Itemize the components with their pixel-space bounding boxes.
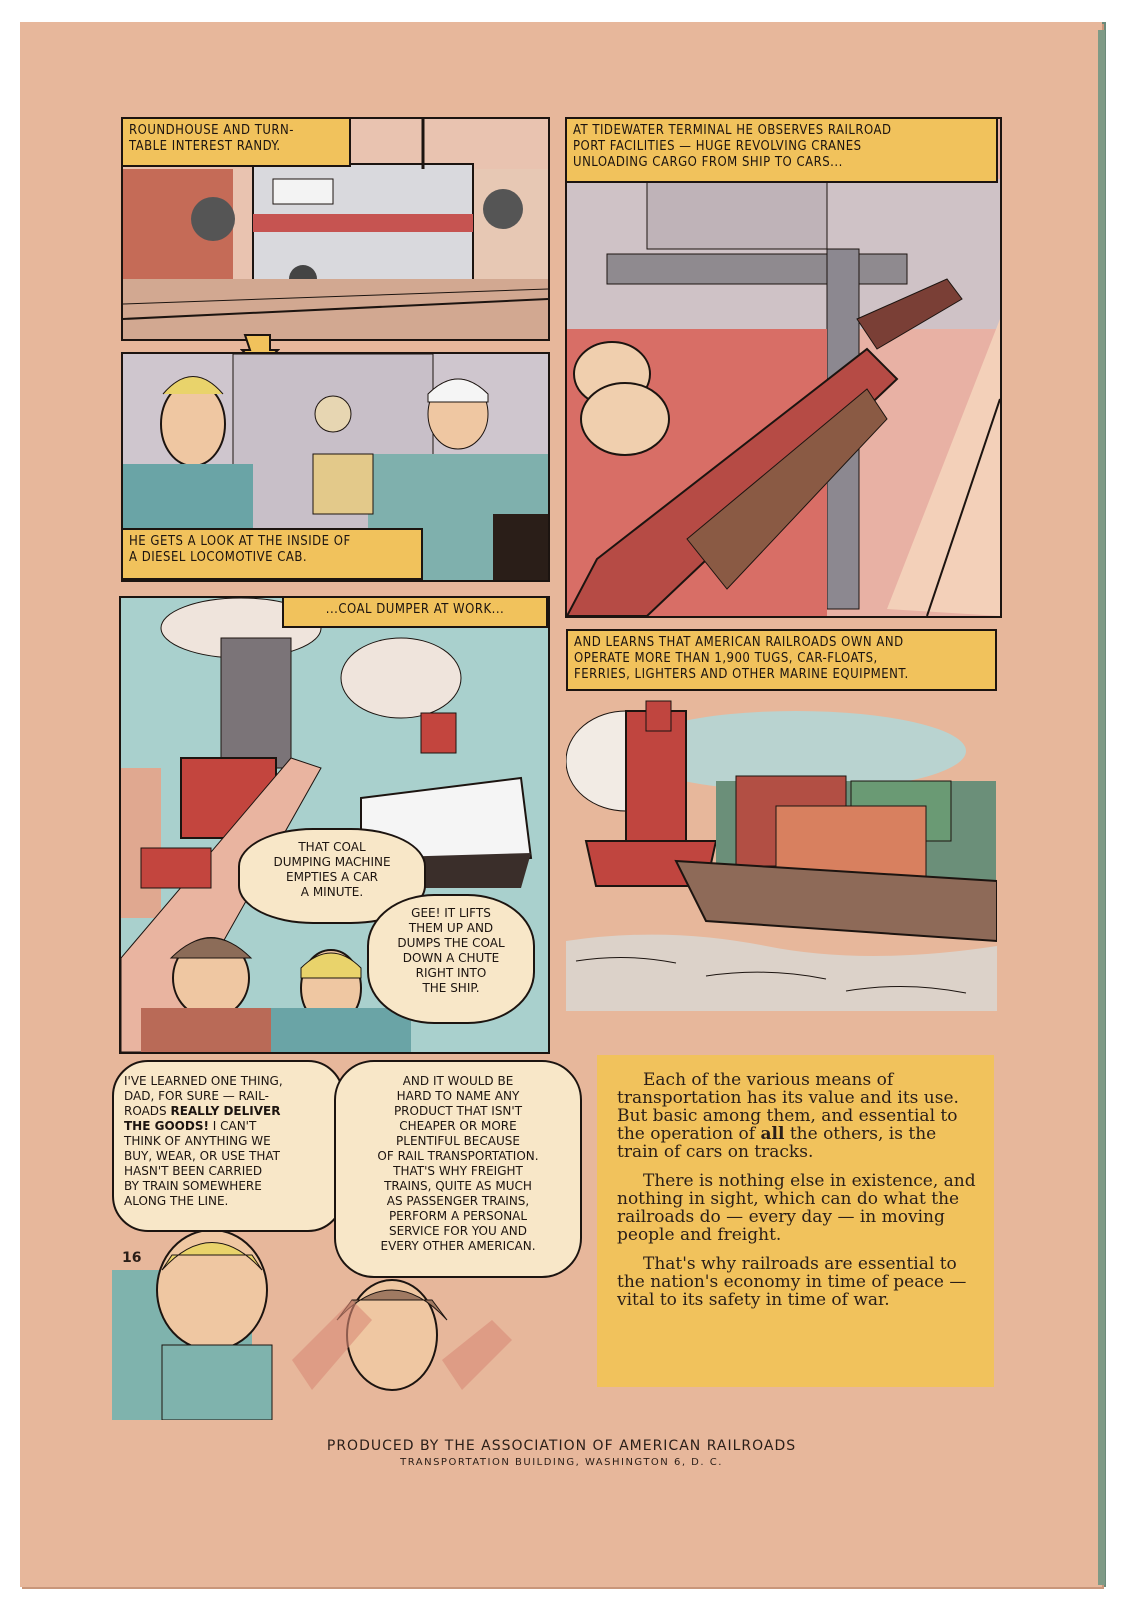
page-spine-edge [1098, 30, 1105, 1585]
marine-caption: AND LEARNS THAT AMERICAN RAILROADS OWN AND OPERATE MORE THAN 1,900 TUGS, CAR-FLOATS, FERRIES, LIGHTERS AND OTHER MARINE EQUIPMENT. [566, 629, 997, 691]
panel-diesel-cab [121, 352, 550, 582]
tidewater-caption: AT TIDEWATER TERMINAL HE OBSERVES RAILROAD PORT FACILITIES — HUGE REVOLVING CRANES UNLOADING CARGO FROM SHIP TO CARS... [565, 117, 998, 183]
essay-paragraph-3: That's why railroads are essential to the nation's economy in time of peace — vital to its safety in time of war. [617, 1254, 967, 1310]
tidewater-illustration [567, 119, 1000, 616]
panel-roundhouse [121, 117, 550, 341]
essay-paragraph-1: Each of the various means of transportation has its value and its use. But basic among them, and essential to the operation of all the others, is the train of cars on tracks. [617, 1070, 959, 1162]
panel-conversation [112, 1060, 582, 1420]
essay-box [597, 1055, 994, 1387]
essay-paragraph-2: There is nothing else in existence, and nothing in sight, which can do what the railroads do — every day — in moving people and freight. [617, 1171, 976, 1245]
speech-bubble-coal-machine: THAT COAL DUMPING MACHINE EMPTIES A CAR A MINUTE. [238, 828, 426, 924]
speech-bubble-randy: I'VE LEARNED ONE THING, DAD, FOR SURE — RAIL- ROADS REALLY DELIVER THE GOODS! I CAN'T THINK OF ANYTHING WE BUY, WEAR, OR USE THAT HASN'T BEEN CARRIED BY TRAIN SOMEWHERE ALONG THE LINE. [112, 1060, 344, 1232]
diesel-cab-caption: HE GETS A LOOK AT THE INSIDE OF A DIESEL LOCOMOTIVE CAB. [121, 528, 423, 580]
panel-marine [566, 691, 997, 1011]
roundhouse-caption: ROUNDHOUSE AND TURN- TABLE INTEREST RANDY. [121, 117, 351, 167]
panel-tidewater [565, 117, 1002, 618]
publisher-address: TRANSPORTATION BUILDING, WASHINGTON 6, D. C. [400, 1457, 723, 1468]
emphasis-deliver-goods: REALLY DELIVER THE GOODS! [124, 1104, 281, 1133]
panel-coal-dumper [119, 596, 550, 1054]
page-number: 16 [122, 1250, 142, 1266]
coal-dumper-caption: ...COAL DUMPER AT WORK... [282, 596, 548, 628]
marine-illustration [566, 691, 997, 1011]
speech-bubble-dad: AND IT WOULD BE HARD TO NAME ANY PRODUCT THAT ISN'T CHEAPER OR MORE PLENTIFUL BECAUSE OF RAIL TRANSPORTATION. THAT'S WHY FREIGHT TRAINS, QUITE AS MUCH AS PASSENGER TRAINS, PERFORM A PERSONAL SERVICE FOR YOU AND EVERY OTHER AMERICAN. [334, 1060, 582, 1278]
speech-bubble-gee: GEE! IT LIFTS THEM UP AND DUMPS THE COAL DOWN A CHUTE RIGHT INTO THE SHIP. [367, 894, 535, 1024]
publisher-credit: PRODUCED BY THE ASSOCIATION OF AMERICAN RAILROADS [326, 1438, 797, 1454]
